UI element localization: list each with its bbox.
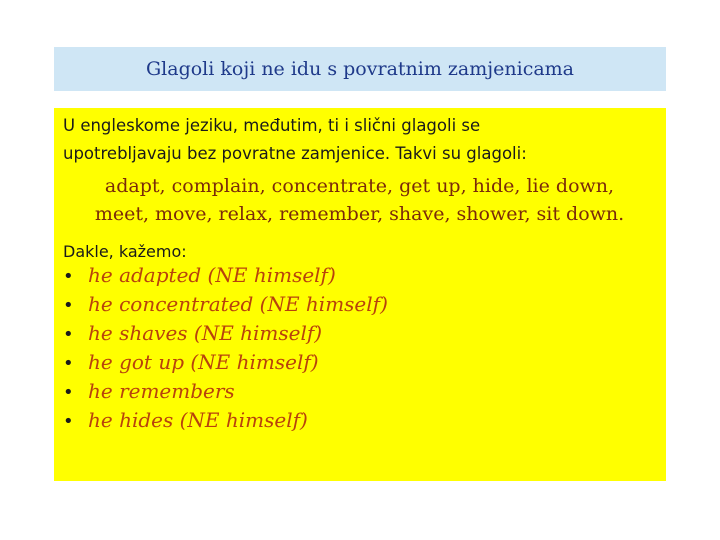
examples-list [63,263,656,437]
bullet-icon: • [63,295,74,316]
slide-title: Glagoli koji ne idu s povratnim zamjenicama [145,58,575,80]
intro-line-1: U engleskome jeziku, međutim, ti i slični glagoli se [63,116,481,135]
intro-paragraph [63,112,656,168]
intro-line-2: upotrebljavaju bez povratne zamjenice. Takvi su glagoli: [63,144,527,163]
bullet-icon: • [63,324,74,345]
list-item [63,321,656,350]
example-text: he got up (NE himself) [88,350,319,374]
verbs-list: adapt, complain, concentrate, get up, hide, lie down, meet, move, relax, remember, shave, shower, sit down. [94,175,625,225]
dakle-label: Dakle, kažemo: [63,242,187,261]
bullet-icon: • [63,411,74,432]
bullet-icon: • [63,266,74,287]
bullet-icon: • [63,382,74,403]
example-text: he concentrated (NE himself) [88,292,388,316]
title-bar [54,47,666,91]
list-item [63,379,656,408]
content-box [54,108,666,481]
list-item [63,408,656,437]
list-item [63,350,656,379]
example-text: he hides (NE himself) [88,408,308,432]
example-text: he remembers [88,379,235,403]
example-text: he adapted (NE himself) [88,263,336,287]
example-text: he shaves (NE himself) [88,321,323,345]
list-item [63,263,656,292]
list-item [63,292,656,321]
bullet-icon: • [63,353,74,374]
